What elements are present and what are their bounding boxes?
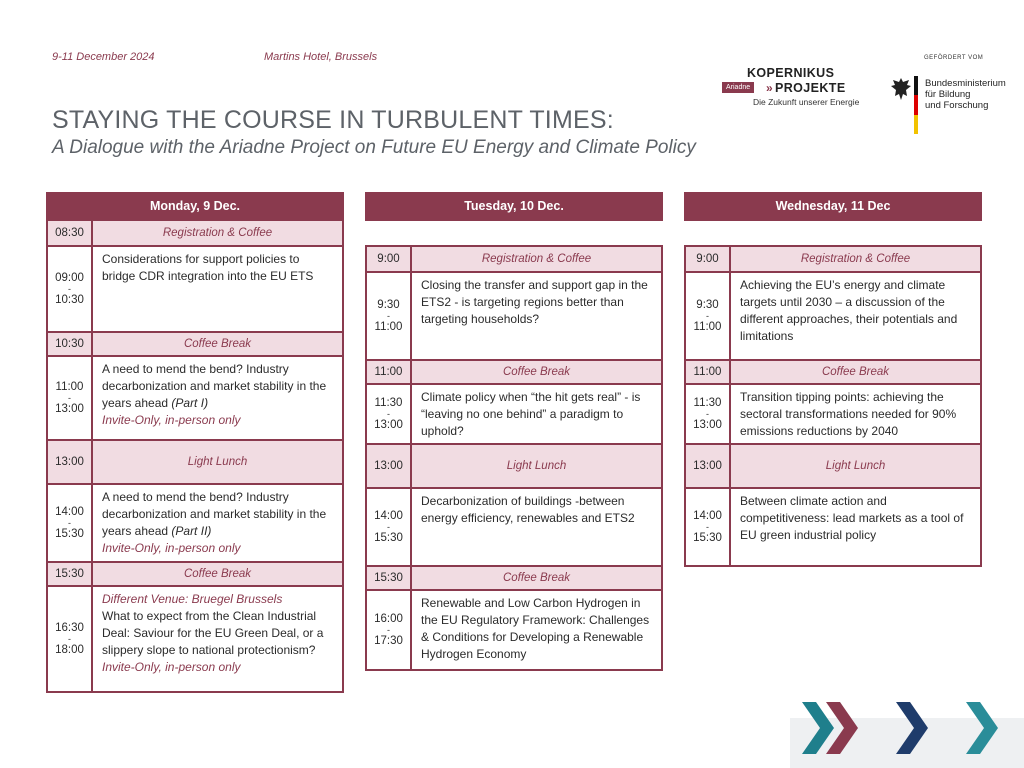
time-start: 11:30 <box>693 397 722 409</box>
time-end: 17:30 <box>374 635 403 647</box>
session-title: A need to mend the bend? Industry decarbonization and market stability in the years ahead <box>102 490 327 538</box>
time-end: 11:00 <box>374 321 403 333</box>
time-dash: - <box>387 311 390 321</box>
time-cell: 13:00 <box>48 441 93 483</box>
time-cell <box>367 273 412 359</box>
day-schedule-table <box>684 245 982 567</box>
day-header: Wednesday, 11 Dec <box>684 192 982 221</box>
time-cell: 13:00 <box>686 445 731 487</box>
content-cell: Coffee Break <box>821 365 890 378</box>
content-cell: Registration & Coffee <box>800 252 911 265</box>
bmbf-line1: Bundesministerium <box>925 78 1006 89</box>
content-cell <box>412 591 661 669</box>
bmbf-line3: und Forschung <box>925 100 989 111</box>
chevron-right-icon: » <box>766 81 773 95</box>
content-cell <box>731 385 980 443</box>
break-row <box>686 359 980 383</box>
session-part: (Part II) <box>171 524 212 538</box>
session-title: Between climate action and competitiveness: lead markets as a tool of EU green industrial policy <box>740 494 964 542</box>
time-cell <box>48 587 93 691</box>
break-row <box>48 561 342 585</box>
time-dash: - <box>68 284 71 294</box>
session-row <box>48 245 342 331</box>
content-cell <box>93 357 342 439</box>
day-header: Monday, 9 Dec. <box>46 192 344 221</box>
session-title: Achieving the EU’s energy and climate targets until 2030 – a discussion of the different approaches, their potentials and limitations <box>740 278 958 343</box>
time-end: 10:30 <box>55 294 84 306</box>
break-row <box>367 247 661 271</box>
session-title: A need to mend the bend? Industry decarbonization and market stability in the years ahead <box>102 362 327 410</box>
time-dash: - <box>387 522 390 532</box>
time-cell: 11:00 <box>686 361 731 383</box>
session-note: Invite-Only, in-person only <box>102 660 241 674</box>
chevron-navy-icon <box>896 702 928 754</box>
time-end: 15:30 <box>693 532 722 544</box>
kopernikus-logo-line1: KOPERNIKUS <box>747 66 835 80</box>
time-cell <box>367 591 412 669</box>
time-dash: - <box>68 634 71 644</box>
session-row <box>686 271 980 359</box>
time-cell <box>686 273 731 359</box>
time-start: 16:00 <box>374 613 403 625</box>
content-cell <box>93 247 342 331</box>
time-dash: - <box>387 409 390 419</box>
time-end: 18:00 <box>55 644 84 656</box>
break-row <box>367 443 661 487</box>
session-note: Invite-Only, in-person only <box>102 541 241 555</box>
kopernikus-logo <box>720 66 870 112</box>
session-title: Considerations for support policies to bridge CDR integration into the EU ETS <box>102 252 314 283</box>
funded-by-label: GEFÖRDERT VOM <box>924 55 984 61</box>
content-cell <box>412 273 661 359</box>
page-subtitle: A Dialogue with the Ariadne Project on Future EU Energy and Climate Policy <box>52 137 696 158</box>
session-row <box>48 483 342 561</box>
time-cell <box>48 247 93 331</box>
time-dash: - <box>68 393 71 403</box>
session-title: What to expect from the Clean Industrial Deal: Saviour for the EU Green Deal, or a slippery slope to national protectionism? <box>102 609 324 657</box>
session-row <box>686 487 980 565</box>
time-end: 13:00 <box>693 419 722 431</box>
break-row <box>48 331 342 355</box>
kopernikus-logo-line2: PROJEKTE <box>775 81 846 95</box>
time-cell <box>48 485 93 561</box>
session-title: Decarbonization of buildings -between energy efficiency, renewables and ETS2 <box>421 494 635 525</box>
day-header: Tuesday, 10 Dec. <box>365 192 663 221</box>
session-row <box>367 271 661 359</box>
kopernikus-logo-sub: Die Zukunft unserer Energie <box>753 97 860 107</box>
event-venue: Martins Hotel, Brussels <box>264 51 378 63</box>
break-row <box>367 359 661 383</box>
time-start: 9:30 <box>696 299 719 311</box>
session-part: (Part I) <box>171 396 209 410</box>
time-start: 16:30 <box>55 622 84 634</box>
session-note: Invite-Only, in-person only <box>102 413 241 427</box>
chevron-teal-icon <box>802 702 834 754</box>
time-end: 15:30 <box>374 532 403 544</box>
time-start: 11:00 <box>55 381 84 393</box>
content-cell: Light Lunch <box>825 459 886 472</box>
chevron-teal2-icon <box>966 702 998 754</box>
time-cell: 13:00 <box>367 445 412 487</box>
time-cell <box>686 489 731 565</box>
session-title: Transition tipping points: achieving the sectoral transformations needed for 90% emissions reductions by 2040 <box>740 390 957 438</box>
time-cell <box>48 357 93 439</box>
time-cell <box>367 489 412 565</box>
day-schedule-table <box>46 219 344 693</box>
time-cell <box>686 385 731 443</box>
time-cell <box>367 385 412 443</box>
session-row <box>48 355 342 439</box>
break-row <box>48 439 342 483</box>
break-row <box>686 247 980 271</box>
german-flag-icon <box>914 76 918 134</box>
content-cell <box>412 489 661 565</box>
content-cell: Light Lunch <box>187 455 248 468</box>
time-cell: 08:30 <box>48 221 93 245</box>
content-cell: Coffee Break <box>183 567 252 580</box>
bmbf-logo-text <box>925 78 1006 111</box>
content-cell <box>93 485 342 561</box>
decorative-chevrons <box>800 702 1024 754</box>
time-start: 14:00 <box>693 510 722 522</box>
session-title: Closing the transfer and support gap in the ETS2 - is targeting regions better than targeting households? <box>421 278 648 326</box>
time-start: 14:00 <box>374 510 403 522</box>
session-title: Renewable and Low Carbon Hydrogen in the EU Regulatory Framework: Challenges & Conditions for Developing a Renewable Hydrogen Economy <box>421 596 650 661</box>
time-end: 15:30 <box>55 528 84 540</box>
time-end: 13:00 <box>374 419 403 431</box>
time-start: 11:30 <box>374 397 403 409</box>
time-dash: - <box>706 409 709 419</box>
session-title: Climate policy when “the hit gets real” - is “leaving no one behind” a paradigm to uphold? <box>421 390 641 438</box>
content-cell: Coffee Break <box>502 571 571 584</box>
time-cell: 15:30 <box>48 563 93 585</box>
time-end: 11:00 <box>693 321 722 333</box>
time-start: 14:00 <box>55 506 84 518</box>
session-row <box>367 383 661 443</box>
ariadne-tag: Ariadne <box>722 82 754 93</box>
time-cell: 15:30 <box>367 567 412 589</box>
break-row <box>686 443 980 487</box>
break-row <box>48 221 342 245</box>
time-cell: 10:30 <box>48 333 93 355</box>
session-venue: Different Venue: Bruegel Brussels <box>102 592 283 606</box>
session-row <box>367 487 661 565</box>
time-start: 9:30 <box>377 299 400 311</box>
content-cell <box>731 273 980 359</box>
page-title: STAYING THE COURSE IN TURBULENT TIMES: <box>52 106 614 134</box>
content-cell <box>412 385 661 443</box>
break-row <box>367 565 661 589</box>
event-dates: 9-11 December 2024 <box>52 51 155 63</box>
content-cell: Registration & Coffee <box>481 252 592 265</box>
bmbf-line2: für Bildung <box>925 89 971 100</box>
session-row <box>686 383 980 443</box>
time-cell: 9:00 <box>367 247 412 271</box>
content-cell: Light Lunch <box>506 459 567 472</box>
time-dash: - <box>706 311 709 321</box>
day-schedule-table <box>365 245 663 671</box>
session-row <box>367 589 661 669</box>
time-cell: 11:00 <box>367 361 412 383</box>
time-dash: - <box>706 522 709 532</box>
content-cell <box>731 489 980 565</box>
content-cell: Coffee Break <box>502 365 571 378</box>
content-cell <box>93 587 342 691</box>
content-cell: Coffee Break <box>183 337 252 350</box>
time-start: 09:00 <box>55 272 84 284</box>
content-cell: Registration & Coffee <box>162 226 273 239</box>
eagle-icon <box>890 76 912 102</box>
time-cell: 9:00 <box>686 247 731 271</box>
time-dash: - <box>387 625 390 635</box>
time-dash: - <box>68 518 71 528</box>
time-end: 13:00 <box>55 403 84 415</box>
session-row <box>48 585 342 691</box>
